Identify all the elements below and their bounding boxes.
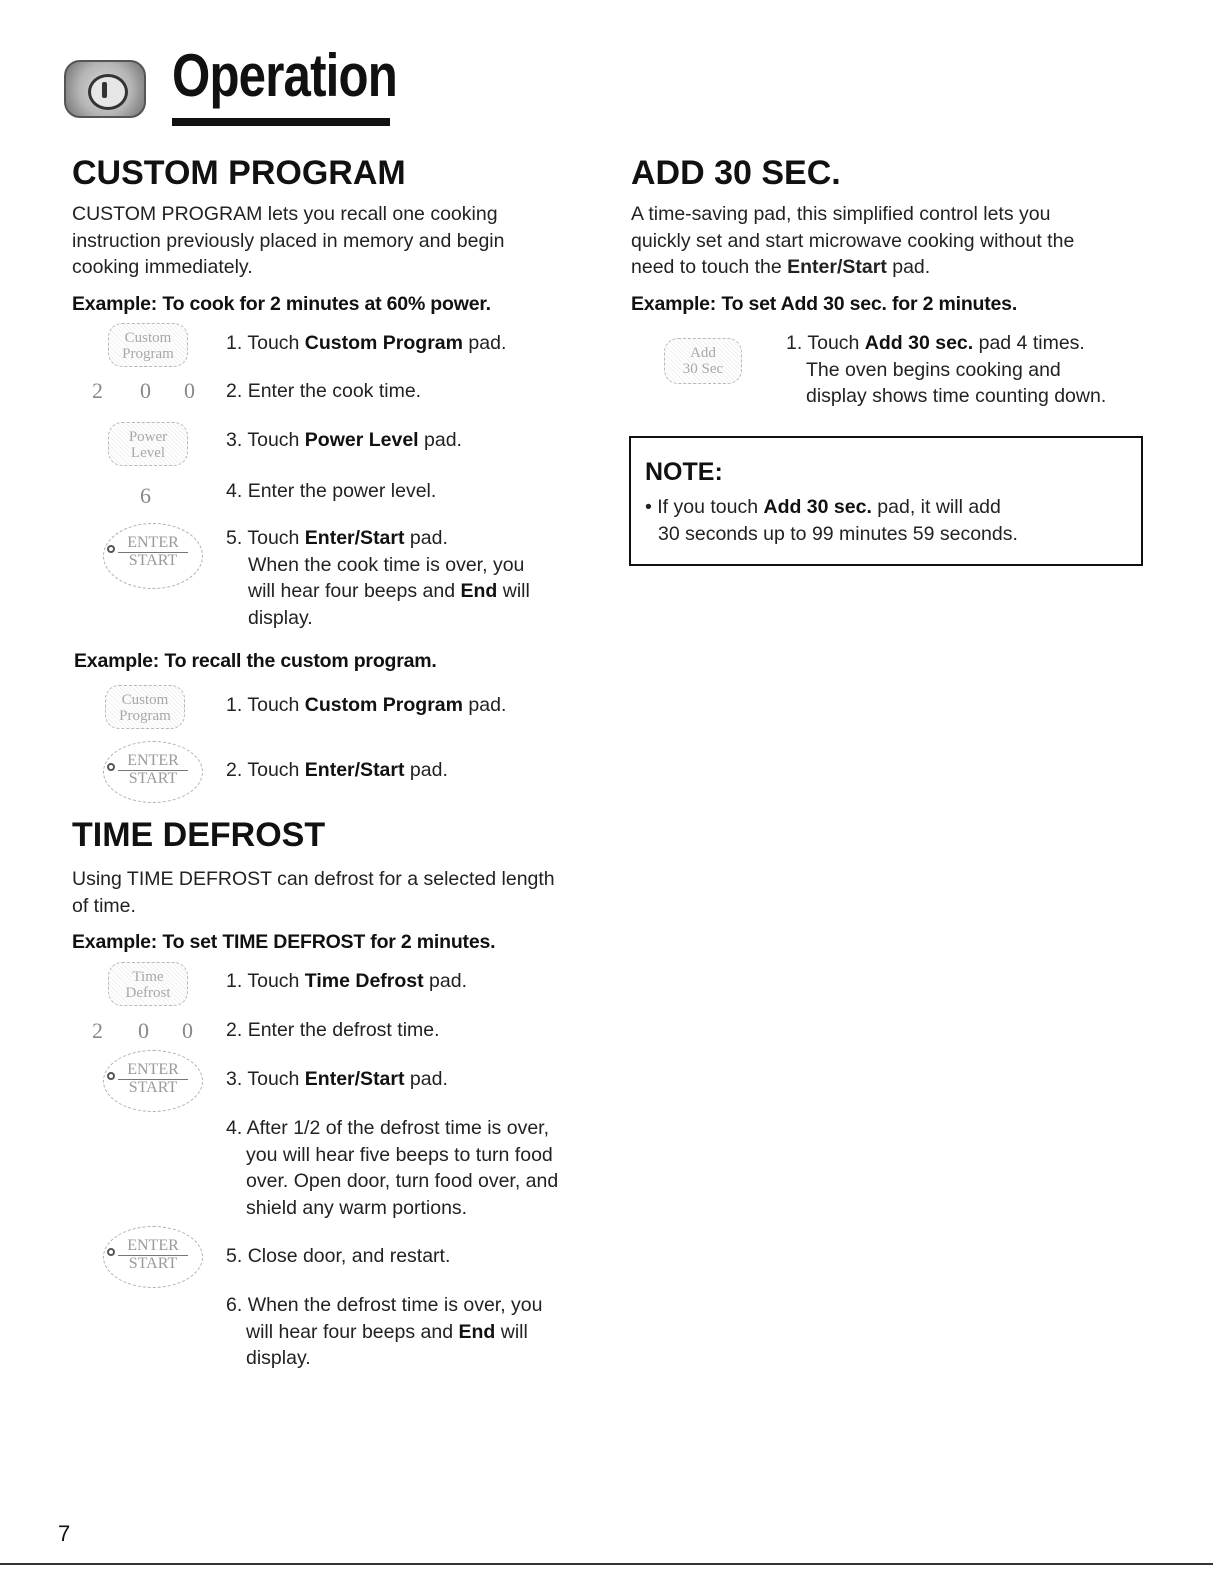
time-defrost-heading: TIME DEFROST: [72, 816, 326, 854]
enter-start-pad-icon: ENTER START: [103, 741, 203, 803]
step-4: 4. Enter the power level.: [226, 480, 437, 502]
step-1: 1. Touch Custom Program pad.: [226, 332, 507, 354]
note-box: [629, 436, 1143, 566]
step-3: 3. Touch Power Level pad.: [226, 429, 462, 451]
custom-program-pad-icon: Custom Program: [108, 323, 188, 367]
clock-icon: [64, 60, 146, 118]
custom-program-heading: CUSTOM PROGRAM: [72, 154, 406, 192]
enter-start-pad-icon: ENTER START: [103, 523, 203, 589]
example-defrost-title: Example: To set TIME DEFROST for 2 minutes.: [72, 931, 496, 953]
custom-program-intro: CUSTOM PROGRAM lets you recall one cooking instruction previously placed in memory and begin cooking immediately.: [72, 203, 505, 278]
add-30-sec-heading: ADD 30 SEC.: [631, 154, 841, 192]
recall-step-2: 2. Touch Enter/Start pad.: [226, 759, 448, 781]
add-30-sec-pad-icon: Add 30 Sec: [664, 338, 742, 384]
recall-step-1: 1. Touch Custom Program pad.: [226, 694, 507, 716]
defrost-step-4: 4. After 1/2 of the defrost time is over, you will hear five beeps to turn food over. Open door, turn food over, and shield any warm portions.: [226, 1117, 559, 1219]
defrost-step-1: 1. Touch Time Defrost pad.: [226, 970, 468, 992]
time-defrost-intro: Using TIME DEFROST can defrost for a selected length of time.: [72, 868, 555, 917]
defrost-step-2: 2. Enter the defrost time.: [226, 1019, 440, 1041]
title-underline: [172, 118, 390, 126]
defrost-step-3: 3. Touch Enter/Start pad.: [226, 1068, 448, 1090]
defrost-step-6: 6. When the defrost time is over, you will hear four beeps and End will display.: [226, 1294, 543, 1369]
step-5: 5. Touch Enter/Start pad. When the cook time is over, you will hear four beeps and End will display.: [226, 527, 530, 629]
custom-program-pad-icon: Custom Program: [105, 685, 185, 729]
time-defrost-pad-icon: Time Defrost: [108, 962, 188, 1006]
power-level-digit: 6: [140, 483, 151, 508]
example-cook-title: Example: To cook for 2 minutes at 60% power.: [72, 293, 491, 315]
page-title: Operation: [172, 42, 397, 109]
add30-step-1: 1. Touch Add 30 sec. pad 4 times. The oven begins cooking and display shows time counting down.: [786, 332, 1107, 407]
example-recall-title: Example: To recall the custom program.: [74, 650, 437, 672]
note-text: • If you touch Add 30 sec. pad, it will add 30 seconds up to 99 minutes 59 seconds.: [645, 496, 1018, 545]
power-level-pad-icon: Power Level: [108, 422, 188, 466]
note-title: NOTE:: [645, 458, 723, 486]
defrost-step-5: 5. Close door, and restart.: [226, 1245, 451, 1267]
example-add30-title: Example: To set Add 30 sec. for 2 minutes.: [631, 293, 1018, 315]
add-30-sec-intro: A time-saving pad, this simplified control lets you quickly set and start microwave cooking without the need to touch the Enter/Start pad.: [631, 203, 1075, 278]
enter-start-pad-icon: ENTER START: [103, 1050, 203, 1112]
enter-start-pad-icon: ENTER START: [103, 1226, 203, 1288]
footer-rule: [0, 1563, 1213, 1565]
step-2: 2. Enter the cook time.: [226, 380, 422, 402]
page-number: 7: [58, 1521, 71, 1546]
